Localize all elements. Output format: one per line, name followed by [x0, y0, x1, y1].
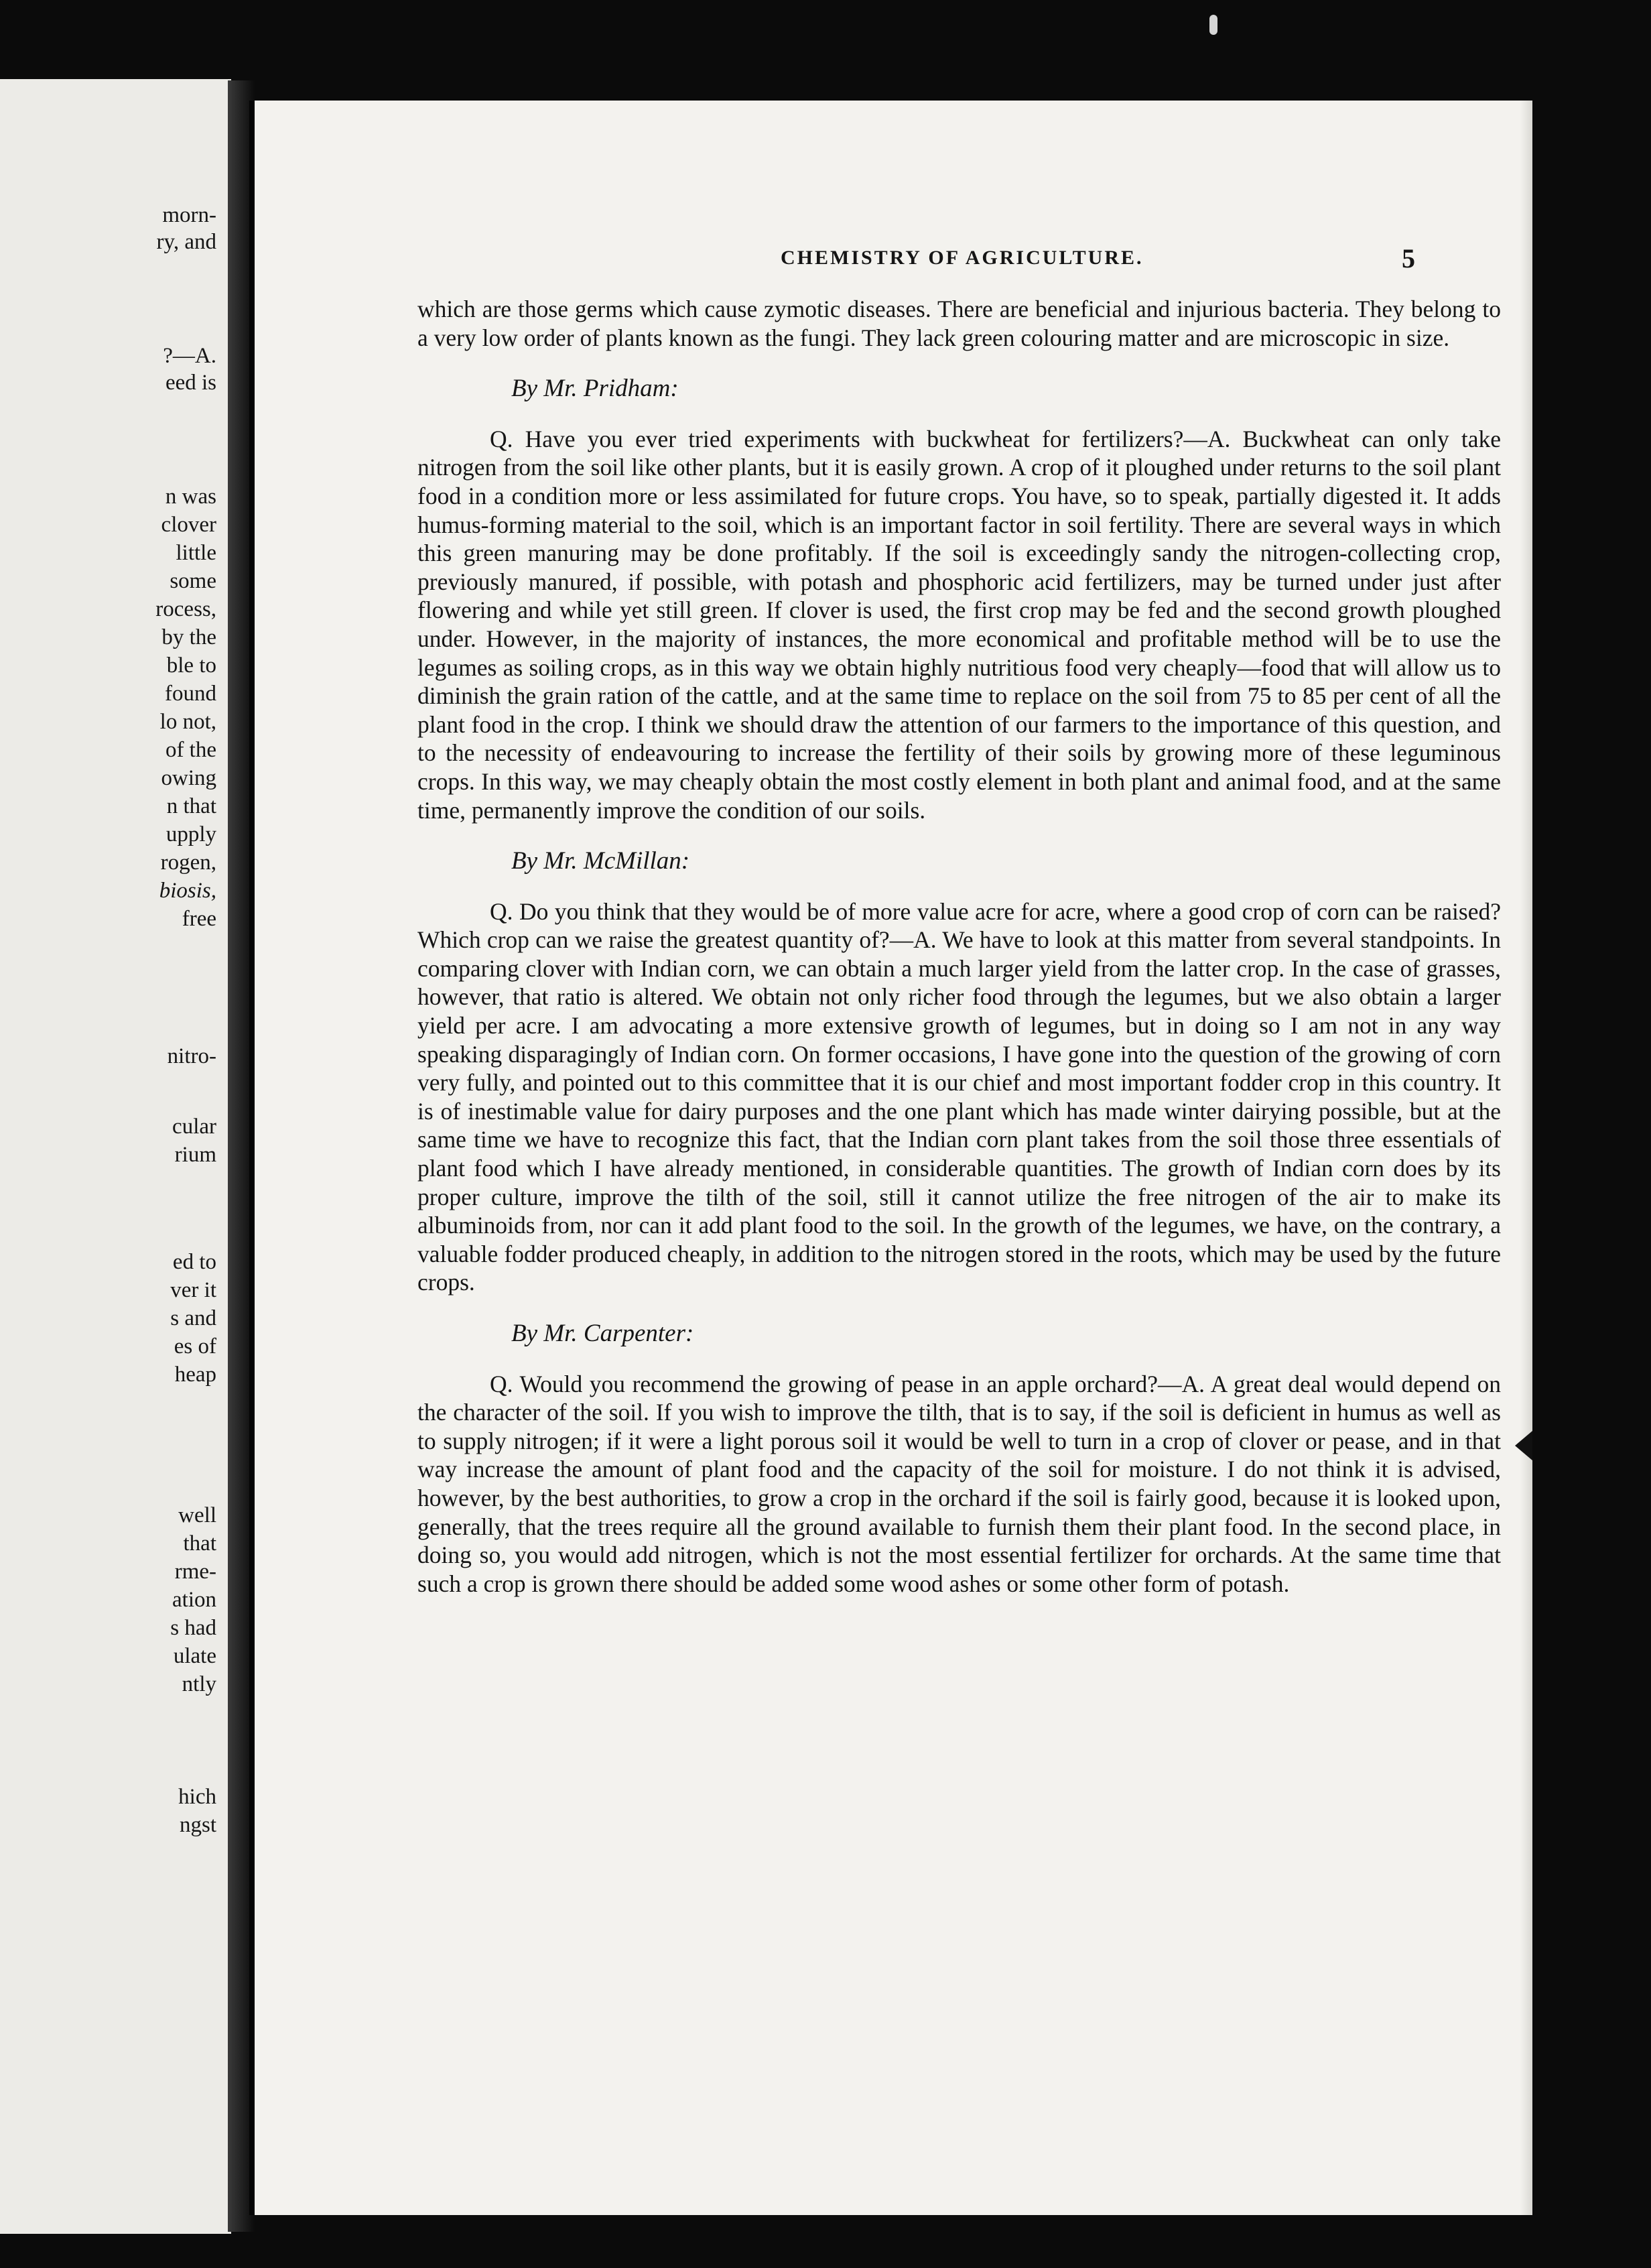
left-page-fragment: heap [174, 1363, 216, 1387]
left-page-fragment: ble to [166, 653, 216, 678]
page-edge [1520, 101, 1532, 2215]
left-facing-page [0, 79, 231, 2234]
left-page-fragment: n that [166, 794, 216, 818]
left-page-fragment: upply [166, 822, 216, 846]
left-page-fragment: free [182, 907, 216, 931]
left-page-fragment: found [165, 682, 216, 706]
left-page-fragment: ?—A. [163, 344, 216, 368]
left-page-fragment: es of [174, 1334, 216, 1359]
left-page-text-fragments [0, 79, 231, 2234]
left-page-fragment: ation [172, 1588, 216, 1612]
left-page-fragment: little [176, 541, 216, 565]
left-page-fragment: ry, and [156, 230, 216, 254]
document-page [249, 101, 1532, 2215]
left-page-fragment: n was [165, 485, 216, 509]
running-head [255, 243, 1532, 280]
left-page-fragment: by the [161, 625, 216, 649]
page-body [417, 295, 1501, 1598]
speaker-heading-mcmillan: By Mr. McMillan: [511, 847, 690, 875]
page-number: 5 [1402, 243, 1415, 273]
left-page-fragment: rogen, [160, 850, 216, 875]
paragraph-mcmillan: Q. Do you think that they would be of more value acre for acre, where a good crop of corn can be raised? Which crop can we raise the greatest quantity of?—A. We have to look at this matter from several standpoints. In comparing clover with Indian corn, we can obtain a much larger yield from the latter crop. In the case of grasses, however, that ratio is altered. We obtain not only richer food through the legumes, but we also obtain a larger yield per acre. I am advocating a more extensive growth of legumes, but in doing so I am not in any way speaking disparagingly of Indian corn. On former occasions, I have gone into the question of the growing of corn very fully, and pointed out to this committee that it is our chief and most important fodder crop in this country. It is of inestimable value for dairy purposes and the one plant which has made winter dairying possible, but at the same time we have to recognize this fact, that the Indian corn plant takes from the soil those three essentials of plant food which I have already mentioned, in considerable quantities. The growth of Indian corn does by its proper culture, improve the tilth of the soil, still it cannot utilize the free nitrogen of the air to make its albuminoids from, nor can it add plant food to the soil. In the growth of the legumes, we have, on the contrary, a valuable fodder produced cheaply, in addition to the nitrogen stored in the roots, which may be used by the future crops. [417, 897, 1501, 1296]
left-page-fragment: ngst [179, 1813, 216, 1837]
left-page-fragment: well [178, 1503, 216, 1527]
left-page-fragment: biosis, [159, 879, 216, 903]
left-page-fragment: of the [165, 738, 216, 762]
left-page-fragment: ulate [173, 1644, 216, 1668]
paragraph-pridham: Q. Have you ever tried experiments with buckwheat for fertilizers?—A. Buckwheat can only take nitrogen from the soil like other plants, but it is easily grown. A crop of it ploughed under returns to the soil plant food in a condition more or less assimilated for future crops. You have, so to speak, partially digested it. It adds humus-forming material to the soil, which is an important factor in soil fertility. There are several ways in which this green manuring may be done profitably. If the soil is exceedingly sandy the nitrogen-collecting crop, previously manured, if possible, with potash and phosphoric acid fertilizers, may be turned under just after flowering and while yet still green. If clover is used, the first crop may be fed and the second growth ploughed under. However, in the majority of instances, the more economical and profitable method will be to use the legumes as soiling crops, as in this way we obtain highly nutritious food very cheaply—food that will allow us to diminish the grain ration of the cattle, and at the same time to replace on the soil from 75 to 85 per cent of all the plant food in the crop. I think we should draw the attention of our farmers to the importance of this question, and to the necessity of endeavouring to increase the fertility of their soils by growing more of these leguminous crops. In this way, we may cheaply obtain the most costly element in both plant and animal food, and at the same time, permanently improve the condition of our soils. [417, 425, 1501, 824]
running-title: CHEMISTRY OF AGRICULTURE. [781, 247, 1144, 269]
speaker-heading-carpenter: By Mr. Carpenter: [511, 1320, 694, 1347]
scan-speck [1209, 15, 1217, 35]
paragraph-carpenter: Q. Would you recommend the growing of pease in an apple orchard?—A. A great deal would depend on the character of the soil. If you wish to improve the tilth, that is to say, if the soil is deficient in humus as well as to supply nitrogen; if it were a light porous soil it would be well to turn in a crop of clover or pease, and in that way increase the amount of plant food and the capacity of the soil for moisture. I do not think it is advised, however, by the best authorities, to grow a crop in the orchard if the soil is fairly good, because it is looked upon, generally, that the trees require all the ground available to furnish them their plant food. In the second place, in doing so, you would add nitrogen, which is not the most essential fertilizer for orchards. At the same time that such a crop is grown there should be added some wood ashes or some other form of potash. [417, 1370, 1501, 1597]
left-page-fragment: s and [170, 1306, 216, 1330]
left-page-fragment: s had [170, 1616, 216, 1640]
left-page-fragment: some [170, 569, 216, 593]
left-page-fragment: eed is [165, 371, 216, 395]
left-page-fragment: morn- [162, 203, 216, 227]
left-page-fragment: ed to [172, 1250, 216, 1274]
left-page-fragment: cular [172, 1115, 216, 1139]
left-page-fragment: lo not, [159, 710, 216, 734]
left-page-fragment: ntly [182, 1672, 216, 1696]
left-page-fragment: owing [161, 766, 216, 790]
left-page-fragment: ver it [170, 1278, 216, 1302]
left-page-fragment: rium [174, 1143, 216, 1167]
left-page-fragment: rme- [174, 1560, 216, 1584]
speaker-heading-pridham: By Mr. Pridham: [511, 375, 679, 403]
left-page-fragment: rocess, [155, 597, 216, 621]
left-page-fragment: that [183, 1531, 216, 1556]
edge-tab-mark [1515, 1431, 1532, 1460]
left-page-fragment: hich [178, 1785, 216, 1809]
left-page-fragment: clover [161, 513, 216, 537]
opening-paragraph: which are those germs which cause zymotic diseases. There are beneficial and injurious bacteria. They belong to a very low order of plants known as the fungi. They lack green colouring matter and are microscopic in size. [417, 296, 1501, 351]
left-page-fragment: nitro- [167, 1044, 216, 1068]
